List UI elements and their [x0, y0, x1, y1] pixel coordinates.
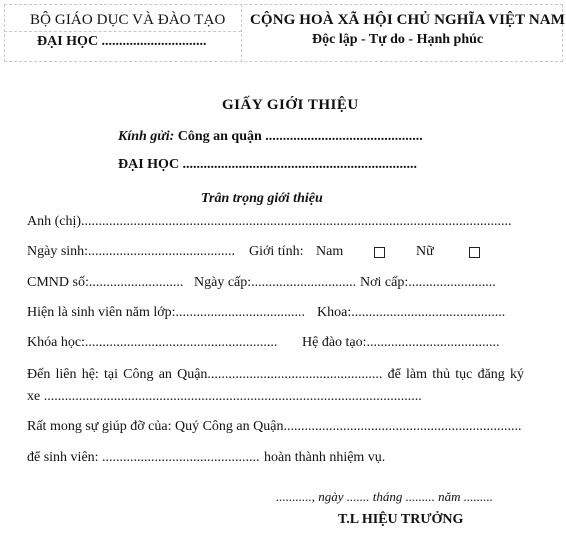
birthdate-field: Ngày sinh:..........................................: [27, 244, 236, 259]
recipient-line: [118, 128, 423, 146]
vehicle-line: xe ............................................................................................................: [27, 389, 422, 404]
student-year-field: Hiện là sinh viên năm lớp:.....................................: [27, 305, 306, 320]
gender-female-label: Nữ: [416, 244, 434, 259]
signature-title: T.L HIỆU TRƯỞNG: [338, 512, 464, 527]
issue-place-field: Nơi cấp:.........................: [360, 275, 496, 290]
introduction-heading: Trân trọng giới thiệu: [201, 191, 323, 206]
issue-date-field: Ngày cấp:..............................: [194, 275, 357, 290]
header-divider: [241, 4, 242, 62]
recipient-label: Kính gửi:: [118, 129, 175, 144]
complete-duty-text: hoàn thành nhiệm vụ.: [264, 450, 386, 465]
gender-male-label: Nam: [316, 244, 344, 259]
motto: Độc lập - Tự do - Hạnh phúc: [312, 32, 484, 47]
training-system-field: Hệ đào tạo:......................................: [302, 335, 500, 350]
date-line: ..........., ngày ....... tháng ......... năm .........: [276, 489, 494, 504]
document-title: GIẤY GIỚI THIỆU: [222, 97, 359, 113]
faculty-field: Khoa:............................................: [317, 305, 506, 320]
nation-name: CỘNG HOÀ XÃ HỘI CHỦ NGHĨA VIỆT NAM: [250, 12, 565, 28]
recipient-value: Công an quận .............................................: [174, 129, 423, 144]
contact-line: Đến liên hệ: tại Công an Quận.................................................. để làm thủ tục đăng ký: [27, 367, 524, 382]
request-help-line: Rất mong sự giúp đỡ của: Quý Công an Quận....................................................................: [27, 419, 522, 434]
student-line: để sinh viên: .............................................: [27, 450, 260, 465]
university-recipient-line: ĐẠI HỌC ...................................................................: [118, 157, 418, 172]
male-checkbox[interactable]: [374, 247, 385, 258]
name-field: Anh (chị)...........................................................................................................................: [27, 214, 512, 229]
header-row-divider: [4, 31, 241, 32]
university-name: ĐẠI HỌC ..............................: [37, 34, 207, 49]
course-field: Khóa học:.......................................................: [27, 335, 278, 350]
female-checkbox[interactable]: [469, 247, 480, 258]
ministry-name: BỘ GIÁO DỤC VÀ ĐÀO TẠO: [30, 12, 226, 28]
id-number-field: CMND số:...........................: [27, 275, 184, 290]
gender-label: Giới tính:: [249, 244, 304, 259]
